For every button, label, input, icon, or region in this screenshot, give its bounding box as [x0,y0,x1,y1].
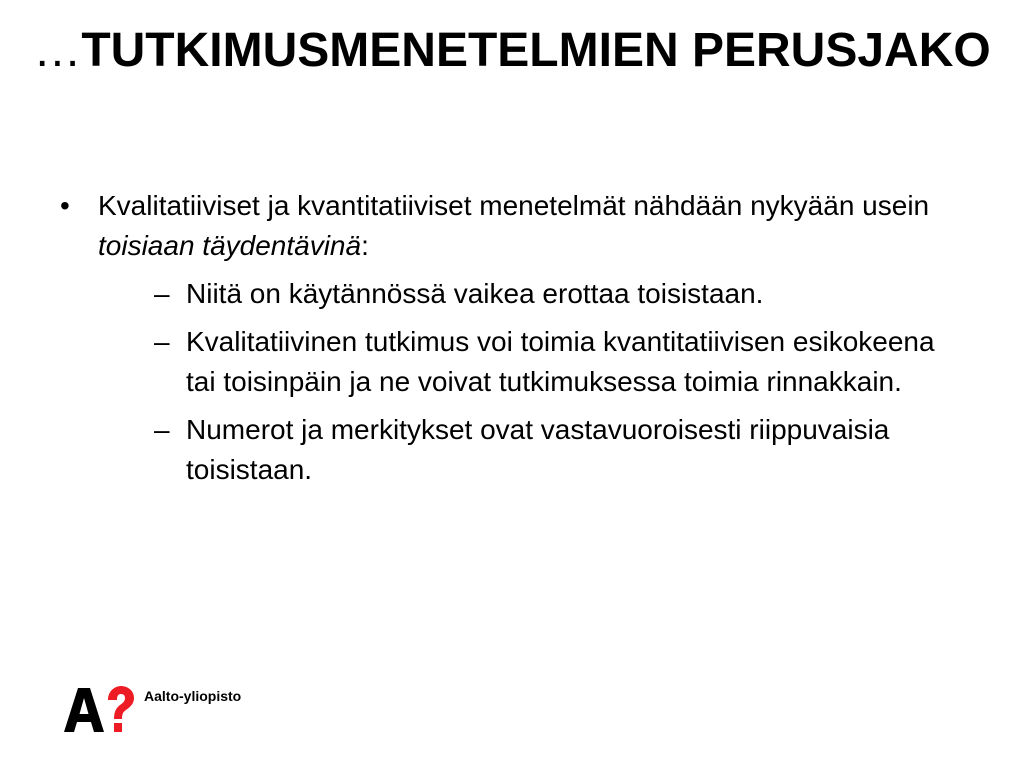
title-text: TUTKIMUSMENETELMIEN PERUSJAKO [81,24,991,77]
sub-bullet-text: Numerot ja merkitykset ovat vastavuoroisesti riippuvaisia toisistaan. [186,414,890,485]
slide-content [56,186,956,498]
bullet-text-after: : [361,230,369,261]
title-ellipsis: … [33,24,82,77]
main-bullet [56,186,956,490]
bullet-emphasis: toisiaan täydentävinä [98,230,362,261]
aalto-logo-text: Aalto-yliopisto [144,688,242,704]
sub-bullet-list [98,274,956,490]
sub-bullet-marker: – [154,278,170,309]
aalto-logo-mark-icon [64,686,134,734]
aalto-logo [64,686,264,736]
sub-bullet-text: Niitä on käytännössä vaikea erottaa toisistaan. [186,278,764,309]
sub-bullet-marker: – [154,326,170,357]
sub-bullet [98,410,956,490]
sub-bullet-text: Kvalitatiivinen tutkimus voi toimia kvantitatiivisen esikokeena tai toisinpäin ja ne voivat tutkimuksessa toimia rinnakkain. [186,326,935,397]
sub-bullet-marker: – [154,414,170,445]
bullet-marker: • [60,190,70,221]
bullet-text-before: Kvalitatiiviset ja kvantitatiiviset menetelmät nähdään nykyään usein [98,190,930,221]
sub-bullet [98,322,956,402]
slide-title [0,22,1024,80]
sub-bullet [98,274,956,314]
